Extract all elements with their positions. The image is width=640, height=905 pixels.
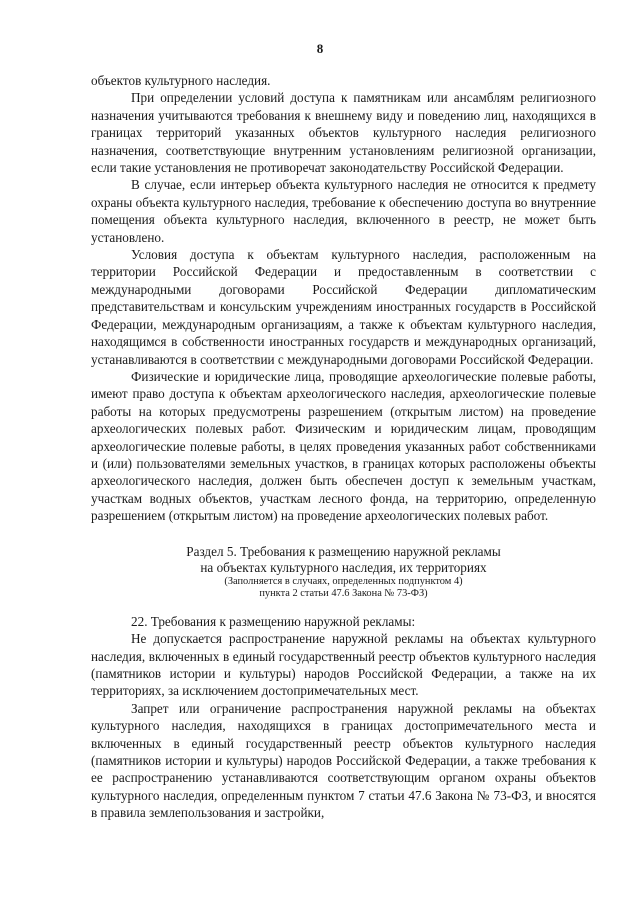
document-body (91, 72, 596, 822)
page-number: 8 (316, 41, 324, 56)
paragraph-archaeological-access: Физические и юридические лица, проводящие археологические полевые работы, имеют право доступа к объектам археологического наследия, археологические полевые работы на которых предусмотрены разрешением (открытым листом) на проведение археологических полевых работ. Физическим и юридическим лицам, проводящим археологические полевые работы, в целях проведения указанных работ собственниками и (или) пользователями земельных участков, в границах которых расположены объекты археологического наследия, должен быть обеспечен доступ к земельным участкам, участкам водных объектов, участкам лесного фонда, на территорию, определенную разрешением (открытым листом) на проведение археологических полевых работ. (91, 368, 596, 524)
paragraph-continuation: объектов культурного наследия. (91, 73, 271, 88)
paragraph-diplomatic-access: Условия доступа к объектам культурного наследия, расположенным на территории Российской Федерации и предоставленным в соответствии с международными договорами Российской Федерации дипломатическим представительствам и консульским учреждениям иностранных государств в Российской Федерации, международным организациям, а также к объектам культурного наследия, находящимся в собственности иностранных государств и международных организаций, устанавливаются в соответствии с международными договорами Российской Федерации. (91, 247, 596, 367)
section-note-line-2: пункта 2 статьи 47.6 Закона № 73-ФЗ) (259, 588, 428, 600)
section-title-line-1: Раздел 5. Требования к размещению наружной рекламы (186, 543, 501, 559)
paragraph-advertising-ban: Не допускается распространение наружной рекламы на объектах культурного наследия, включенных в единый государственный реестр объектов культурного наследия (памятников истории и культуры) народов Российской Федерации, а также на их территориях, за исключением достопримечательных мест. (91, 631, 596, 699)
section-note-line-1: (Заполняется в случаях, определенных подпунктом 4) (224, 575, 463, 587)
paragraph-interior-access: В случае, если интерьер объекта культурного наследия не относится к предмету охраны объекта культурного наследия, требование к обеспечению доступа во внутренние помещения объекта культурного наследия, включенного в реестр, не может быть установлено. (91, 177, 596, 245)
section-heading (91, 544, 596, 601)
section-title-line-2: на объектах культурного наследия, их территориях (200, 559, 487, 575)
paragraph-item-22-heading: 22. Требования к размещению наружной рекламы: (131, 613, 416, 629)
paragraph-religious-access: При определении условий доступа к памятникам или ансамблям религиозного назначения учитываются требования к внешнему виду и поведению лиц, находящихся в границах территорий указанных объектов культурного наследия религиозного назначения, соответствующие внутренним установлениям религиозной организации, если такие установления не противоречат законодательству Российской Федерации. (91, 90, 596, 176)
paragraph-advertising-restriction: Запрет или ограничение распространения наружной рекламы на объектах культурного наследия, находящихся в границах достопримечательного места и включенных в единый государственный реестр объектов культурного наследия (памятников истории и культуры) народов Российской Федерации, а также требования к ее распространению устанавливаются соответствующим органом охраны объектов культурного наследия, определенным пунктом 7 статьи 47.6 Закона № 73-ФЗ, и вносятся в правила землепользования и застройки, (91, 700, 596, 821)
